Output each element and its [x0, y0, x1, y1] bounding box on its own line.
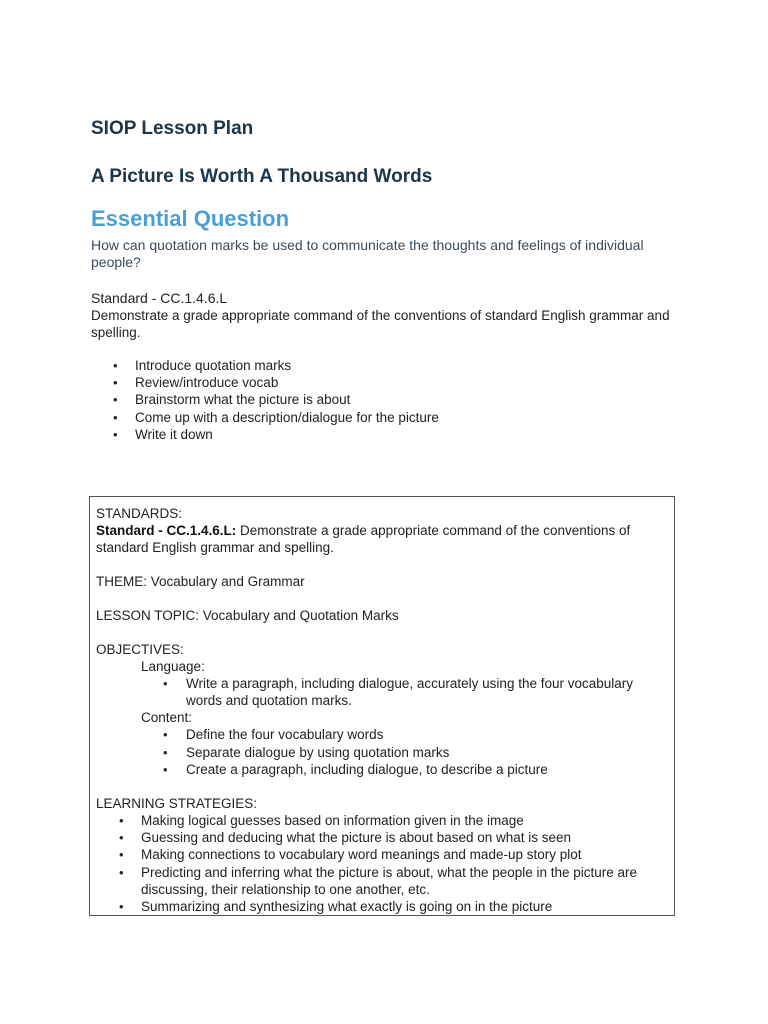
list-item: • Introduce quotation marks — [91, 357, 439, 374]
learning-strategies-list — [96, 812, 666, 915]
list-item: • Brainstorm what the picture is about — [91, 391, 439, 408]
list-item: • Predicting and inferring what the picture is about, what the people in the picture are discussing, their relationship to one another, etc. — [96, 864, 666, 898]
essential-question-heading: Essential Question — [91, 206, 290, 231]
list-item: • Create a paragraph, including dialogue, to describe a picture — [96, 761, 666, 778]
standard-text: Demonstrate a grade appropriate command of the conventions of standard English grammar and spelling. — [96, 523, 631, 555]
lesson-steps-list — [91, 357, 439, 443]
language-label: Language: — [141, 659, 205, 674]
theme-text: THEME: Vocabulary and Grammar — [96, 574, 305, 589]
learning-strategies-label: LEARNING STRATEGIES: — [96, 796, 258, 812]
list-item: • Write it down — [91, 426, 439, 443]
standards-box — [89, 496, 675, 916]
content-label: Content: — [141, 710, 193, 726]
standard-description: Demonstrate a grade appropriate command of the conventions of standard English grammar and spelling. — [91, 308, 670, 340]
essential-question-text: How can quotation marks be used to communicate the thoughts and feelings of individual people? — [91, 237, 644, 270]
standard-label: Standard - CC.1.4.6.L — [91, 290, 228, 306]
page-title: SIOP Lesson Plan — [91, 118, 254, 139]
list-item: • Summarizing and synthesizing what exactly is going on in the picture — [96, 898, 666, 915]
standards-label: STANDARDS: — [96, 506, 183, 521]
lesson-title: A Picture Is Worth A Thousand Words — [91, 166, 433, 187]
standard-code: Standard - CC.1.4.6.L: — [96, 523, 237, 538]
standards-box-content — [96, 505, 666, 915]
lesson-topic-text: LESSON TOPIC: Vocabulary and Quotation Marks — [96, 608, 399, 623]
list-item: • Define the four vocabulary words — [96, 726, 666, 743]
content-objectives-list — [96, 726, 666, 778]
list-item: • Review/introduce vocab — [91, 374, 439, 391]
list-item: • Guessing and deducing what the picture is about based on what is seen — [96, 829, 666, 846]
list-item: • Making connections to vocabulary word meanings and made-up story plot — [96, 846, 666, 863]
list-item: • Write a paragraph, including dialogue, accurately using the four vocabulary words and quotation marks. — [96, 675, 666, 709]
language-objectives-list — [96, 675, 666, 709]
objectives-label: OBJECTIVES: — [96, 642, 184, 657]
list-item: • Separate dialogue by using quotation marks — [96, 744, 666, 761]
list-item: • Come up with a description/dialogue for the picture — [91, 409, 439, 426]
list-item: • Making logical guesses based on information given in the image — [96, 812, 666, 829]
standard-statement — [96, 522, 666, 556]
